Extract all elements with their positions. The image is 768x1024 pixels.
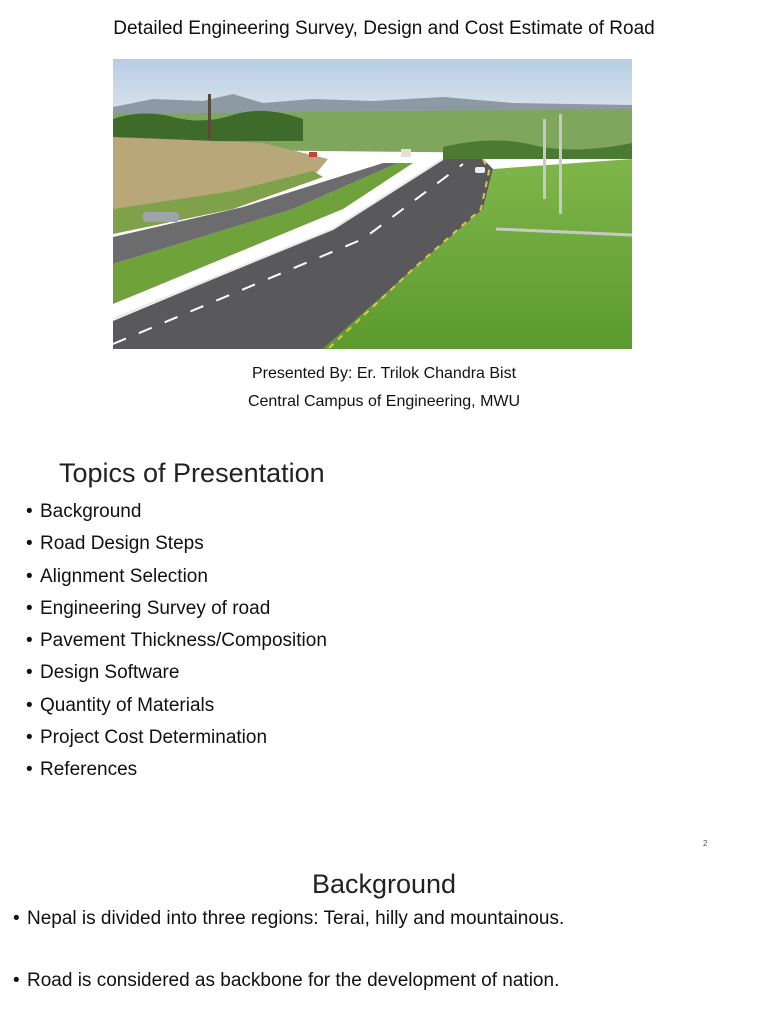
topic-label: Design Software <box>40 662 180 684</box>
bullet: • <box>13 970 20 991</box>
list-item <box>26 531 327 563</box>
road-photo <box>113 59 632 349</box>
topic-label: Pavement Thickness/Composition <box>40 630 327 652</box>
page-number: 2 <box>703 839 708 848</box>
background-text: Nepal is divided into three regions: Terai, hilly and mountainous. <box>27 908 565 929</box>
topics-list <box>26 499 327 790</box>
background-list <box>13 908 564 992</box>
institution-name: Central Campus of Engineering, MWU <box>247 393 521 410</box>
topic-label: References <box>40 759 138 781</box>
topic-label: Engineering Survey of road <box>40 597 271 619</box>
background-text: Road is considered as backbone for the development of nation. <box>27 970 560 991</box>
bullet: • <box>26 694 33 716</box>
topic-label: Road Design Steps <box>40 533 204 555</box>
bullet: • <box>26 565 33 587</box>
bullet: • <box>26 630 33 652</box>
bullet: • <box>26 727 33 749</box>
list-item <box>26 725 327 757</box>
list-item <box>26 628 327 660</box>
list-item <box>26 499 327 531</box>
topic-label: Quantity of Materials <box>40 694 215 716</box>
bullet: • <box>26 501 33 522</box>
list-item <box>26 660 327 692</box>
bullet: • <box>26 759 33 781</box>
topic-label: Alignment Selection <box>40 565 208 587</box>
slide-title: Detailed Engineering Survey, Design and Cost Estimate of Road <box>113 18 655 39</box>
list-item <box>13 908 564 930</box>
list-item <box>13 970 564 992</box>
topic-label: Project Cost Determination <box>40 727 268 749</box>
bullet: • <box>26 662 33 684</box>
list-item <box>26 757 327 789</box>
list-item <box>26 596 327 628</box>
bullet: • <box>13 908 20 929</box>
list-item <box>26 564 327 596</box>
bullet: • <box>26 597 33 619</box>
section-title: Background <box>311 869 457 899</box>
bullet: • <box>26 533 33 555</box>
presenter-name: Presented By: Er. Trilok Chandra Bist <box>251 365 517 382</box>
list-item <box>26 693 327 725</box>
section-title: Topics of Presentation <box>59 458 325 488</box>
topic-label: Background <box>40 501 142 522</box>
